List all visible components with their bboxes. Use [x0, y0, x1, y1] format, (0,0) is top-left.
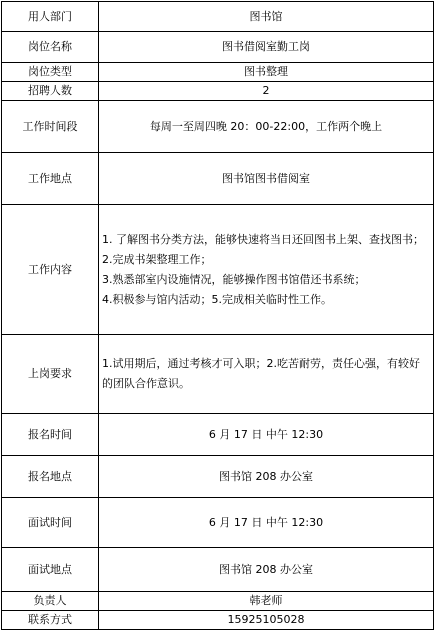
- job-duty-line: 4.积极参与馆内活动；5.完成相关临时性工作。: [102, 292, 332, 306]
- interview-time-label: 面试时间: [2, 498, 99, 548]
- position-type-label: 岗位类型: [2, 63, 99, 82]
- headcount-label: 招聘人数: [2, 82, 99, 101]
- work-hours-label: 工作时间段: [2, 101, 99, 153]
- interview-time-value: 6 月 17 日 中午 12:30: [99, 498, 434, 548]
- contact-person-label: 负责人: [2, 592, 99, 611]
- table-row-contact-person: [2, 592, 434, 611]
- interview-location-value: 图书馆 208 办公室: [99, 548, 434, 592]
- signup-location-label: 报名地点: [2, 456, 99, 498]
- contact-info-value: 15925105028: [99, 611, 434, 630]
- contact-info-label: 联系方式: [2, 611, 99, 630]
- table-row-job-duties: [2, 205, 434, 335]
- signup-time-value: 6 月 17 日 中午 12:30: [99, 414, 434, 456]
- table-row-work-hours: [2, 101, 434, 153]
- table-row-signup-location: [2, 456, 434, 498]
- requirements-value: 1.试用期后，通过考核才可入职；2.吃苦耐劳，责任心强，有较好的团队合作意识。: [99, 335, 434, 414]
- job-posting-table: [1, 1, 434, 630]
- work-location-value: 图书馆图书借阅室: [99, 153, 434, 205]
- job-duties-value: [99, 205, 434, 335]
- table-row-requirements: [2, 335, 434, 414]
- job-duty-line: 2.完成书架整理工作；: [102, 252, 212, 266]
- position-name-value: 图书借阅室勤工岗: [99, 32, 434, 63]
- table-row-position-type: [2, 63, 434, 82]
- interview-location-label: 面试地点: [2, 548, 99, 592]
- position-type-value: 图书整理: [99, 63, 434, 82]
- job-duty-line: 3.熟悉部室内设施情况，能够操作图书馆借还书系统；: [102, 272, 366, 286]
- work-hours-value: 每周一至周四晚 20：00-22:00，工作两个晚上: [99, 101, 434, 153]
- job-duties-label: 工作内容: [2, 205, 99, 335]
- requirements-label: 上岗要求: [2, 335, 99, 414]
- recruitment-table-sheet: [1, 1, 434, 630]
- table-row-work-location: [2, 153, 434, 205]
- table-row-signup-time: [2, 414, 434, 456]
- table-row-interview-time: [2, 498, 434, 548]
- department-value: 图书馆: [99, 2, 434, 32]
- job-duty-line: 1. 了解图书分类方法，能够快速将当日还回图书上架、查找图书；: [102, 232, 424, 246]
- work-location-label: 工作地点: [2, 153, 99, 205]
- position-name-label: 岗位名称: [2, 32, 99, 63]
- signup-location-value: 图书馆 208 办公室: [99, 456, 434, 498]
- headcount-value: 2: [99, 82, 434, 101]
- table-row-interview-location: [2, 548, 434, 592]
- table-row-headcount: [2, 82, 434, 101]
- contact-person-value: 韩老师: [99, 592, 434, 611]
- department-label: 用人部门: [2, 2, 99, 32]
- signup-time-label: 报名时间: [2, 414, 99, 456]
- table-row-position-name: [2, 32, 434, 63]
- table-row-department: [2, 2, 434, 32]
